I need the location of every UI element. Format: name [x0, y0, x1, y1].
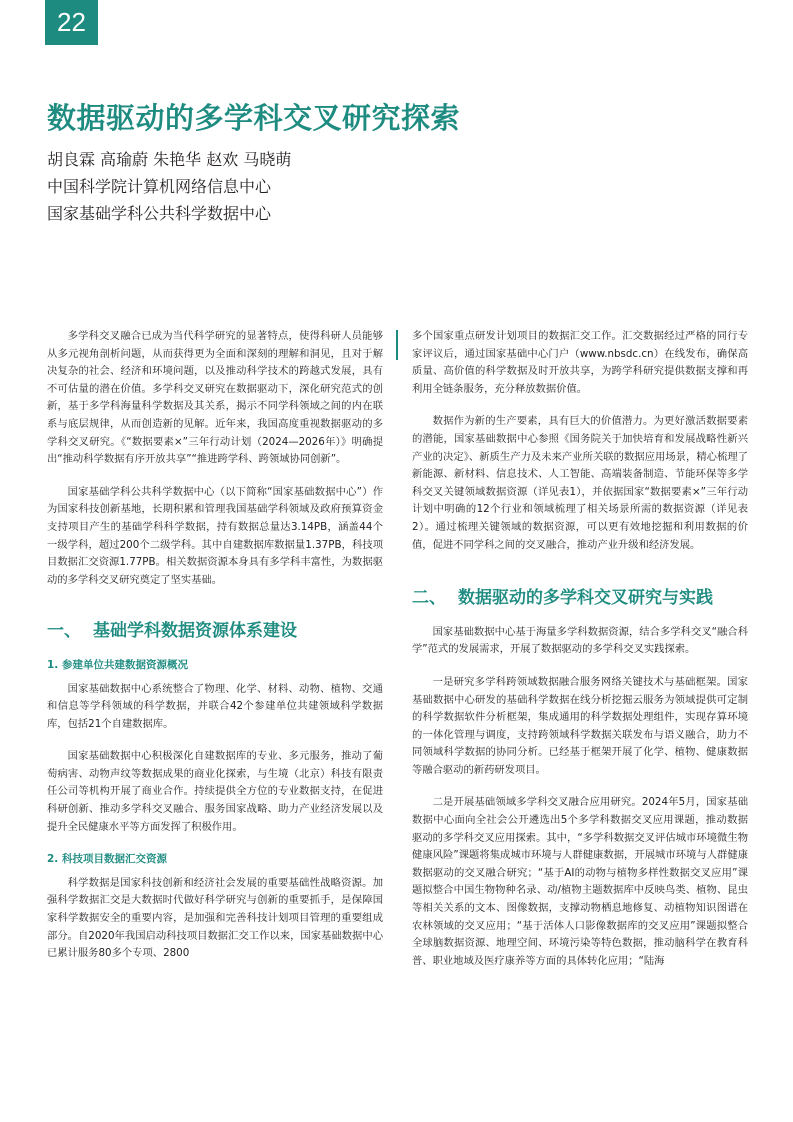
subsection-heading-1: 1. 参建单位共建数据资源概况: [47, 658, 188, 671]
section-number: 一、: [47, 621, 81, 642]
author-names: 胡良霖 高瑜蔚 朱艳华 赵欢 马晓萌: [47, 150, 292, 169]
paragraph: 国家基础数据中心系统整合了物理、化学、材料、动物、植物、交通和信息等学科领域的科学数据，并联合42个参建单位共建领域科学数据库，包括21个自建数据库。: [47, 682, 383, 730]
section-heading-1: [47, 623, 383, 641]
author-block: [47, 146, 291, 227]
paragraph: 二是开展基础领域多学科交叉融合应用研究。2024年5月，国家基础数据中心面向全社会公开遴选出5个多学科数据交叉应用课题，推动数据驱动的多学科交叉应用探索。其中，“多学科数据交叉评估城市环境微生物健康风险”课题将集成城市环境与人群健康数据，开展城市环境与人群健康数据驱动的交叉融合研究；“基于AI的动物与植物多样性数据交叉应用”课题拟整合中国生物物种名录、动/植物主题数据库中反映鸟类、植物、昆虫等相关关系的文本、图像数据，支撑动物栖息地修复、动植物知识图谱在农林领域的交叉应用；“基于活体人口影像数据库的交叉应用”课题拟整合全球脑数据资源、地理空间、环境污染等特色数据，推动脑科学在教育科普、职业地域及医疗康养等方面的具体转化应用；“陆海: [412, 796, 748, 967]
paragraph: 一是研究多学科跨领域数据融合服务网络关键技术与基础框架。国家基础数据中心研发的基础科学数据在线分析挖掘云服务为领域提供可定制的科学数据软件分析框架，集成通用的科学数据处理组件，实现存算环境的一体化管理与调度，支持跨领域科学数据关联发布与语义融合，助力不同领域科学数据的协同分析。已经基于框架开展了化学、植物、健康数据等融合驱动的新药研发项目。: [412, 675, 748, 776]
affiliation-1: 中国科学院计算机网络信息中心: [47, 177, 272, 196]
paragraph: 科学数据是国家科技创新和经济社会发展的重要基础性战略资源。加强科学数据汇交是大数据时代做好科学研究与创新的重要抓手，是保障国家科学数据安全的重要内容，是加强和完善科技计划项目管理的重要组成部分。自2020年我国启动科技项目数据汇交工作以来，国家基础数据中心已累计服务80多个专项、2800: [47, 876, 383, 960]
section-title: 数据驱动的多学科交叉研究与实践: [458, 588, 713, 609]
paragraph: 多个国家重点研发计划项目的数据汇交工作。汇交数据经过严格的同行专家评议后，通过国家基础中心门户（www.nbsdc.cn）在线发布，确保高质量、高价值的科学数据及时开放共享，为跨学科研究提供数据支撑和再利用全链条服务，充分释放数据价值。: [412, 330, 748, 395]
section-number: 二、: [412, 588, 446, 609]
affiliation-2: 国家基础学科公共科学数据中心: [47, 204, 272, 223]
right-column: [412, 328, 748, 985]
paragraph: 国家基础学科公共科学数据中心（以下简称“国家基础数据中心”）作为国家科技创新基地，长期积累和管理我国基础学科领域及政府预算资金支持项目产生的基础学科科学数据，持有数据总量达3.14PB，涵盖44个一级学科，超过200个二级学科。其中自建数据库数据量1.37PB，科技项目数据汇交资源1.77PB。相关数据资源本身具有多学科丰富性，为数据驱动的多学科交叉研究奠定了坚实基础。: [47, 485, 383, 586]
paragraph: 多学科交叉融合已成为当代科学研究的显著特点，使得科研人员能够从多元视角剖析问题，从而获得更为全面和深刻的理解和洞见，且对于解决复杂的社会、经济和环境问题，以及推动科学技术的跨越式发展，具有不可估量的潜在价值。多学科交叉研究在数据驱动下，深化研究范式的创新，基于多学科海量科学数据及其关系，揭示不同学科领域之间的内在联系与底层规律，从而创造新的见解。近年来，我国高度重视数据驱动的多学科交叉研究。《“数据要素×”三年行动计划（2024—2026年）》明确提出“推动科学数据有序开放共享”“推进跨学科、跨领域协同创新”。: [47, 330, 383, 466]
page-number: 22: [45, 0, 98, 45]
subsection-heading-2: 2. 科技项目数据汇交资源: [47, 853, 167, 866]
left-column: [47, 328, 383, 978]
paragraph: 数据作为新的生产要素，具有巨大的价值潜力。为更好激活数据要素的潜能，国家基础数据中心参照《国务院关于加快培育和发展战略性新兴产业的决定》、新质生产力及未来产业所关联的数据应用场景，精心梳理了新能源、新材料、信息技术、人工智能、高端装备制造、节能环保等多学科交叉关键领域数据资源（详见表1），并依据国家“数据要素×”三年行动计划中明确的12个行业和领域梳理了相关场景所需的数据资源（详见表2）。通过梳理关键领域的数据资源，可以更有效地挖掘和利用数据的价值，促进不同学科之间的交叉融合，推动产业升级和经济发展。: [412, 415, 748, 551]
column-divider: [396, 330, 398, 360]
paragraph: 国家基础数据中心积极深化自建数据库的专业、多元服务，推动了葡萄病害、动物声纹等数据成果的商业化探索，与生境（北京）科技有限责任公司等机构开展了商业合作。持续提供全方位的专业数据支持，在促进科研创新、推动多学科交叉融合、服务国家战略、助力产业经济发展以及提升全民健康水平等方面发挥了积极作用。: [47, 750, 383, 833]
paragraph: 国家基础数据中心基于海量多学科数据资源，结合多学科交叉“融合科学”范式的发展需求，开展了数据驱动的多学科交叉实践探索。: [412, 625, 748, 656]
article-title: 数据驱动的多学科交叉研究探索: [47, 101, 461, 135]
section-title: 基础学科数据资源体系建设: [93, 621, 297, 642]
section-heading-2: [412, 590, 748, 608]
